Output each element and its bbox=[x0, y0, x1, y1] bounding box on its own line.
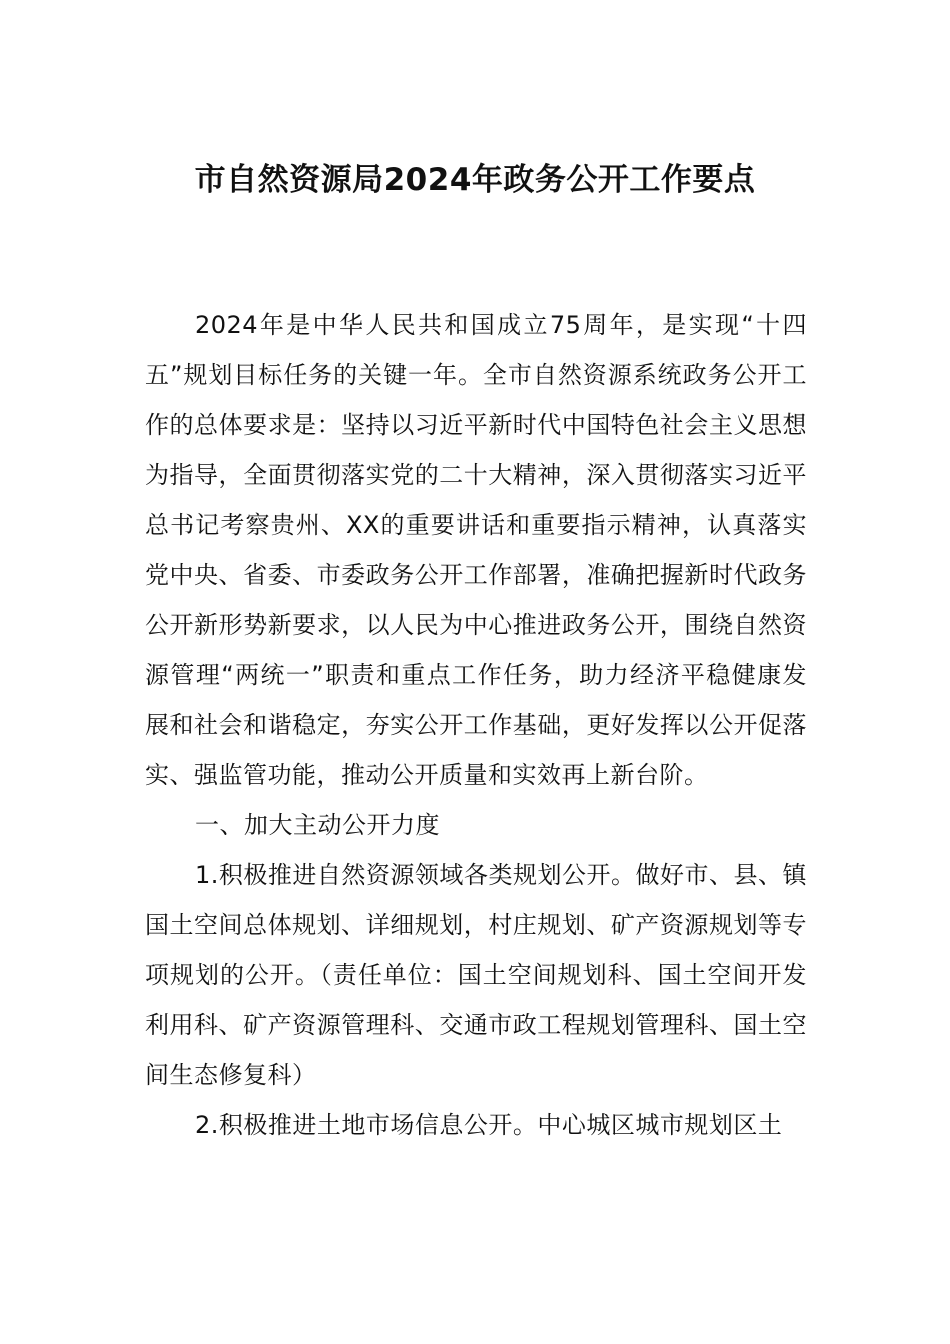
section-heading-1: 一、加大主动公开力度 bbox=[195, 811, 440, 839]
item-paragraph-2: 2.积极推进土地市场信息公开。中心城区城市规划区土 bbox=[195, 1111, 783, 1139]
document-body bbox=[145, 300, 807, 1150]
intro-paragraph: 2024年是中华人民共和国成立75周年，是实现“十四五”规划目标任务的关键一年。全市自然资源系统政务公开工作的总体要求是：坚持以习近平新时代中国特色社会主义思想为指导，全面贯彻落实党的二十大精神，深入贯彻落实习近平总书记考察贵州、XX的重要讲话和重要指示精神，认真落实党中央、省委、市委政务公开工作部署，准确把握新时代政务公开新形势新要求，以人民为中心推进政务公开，围绕自然资源管理“两统一”职责和重点工作任务，助力经济平稳健康发展和社会和谐稳定，夯实公开工作基础，更好发挥以公开促落实、强监管功能，推动公开质量和实效再上新台阶。 bbox=[145, 311, 807, 789]
document-title: 市自然资源局2024年政务公开工作要点 bbox=[194, 162, 756, 198]
item-paragraph-1: 1.积极推进自然资源领域各类规划公开。做好市、县、镇国土空间总体规划、详细规划，村庄规划、矿产资源规划等专项规划的公开。（责任单位：国土空间规划科、国土空间开发利用科、矿产资源管理科、交通市政工程规划管理科、国土空间生态修复科） bbox=[145, 861, 807, 1089]
